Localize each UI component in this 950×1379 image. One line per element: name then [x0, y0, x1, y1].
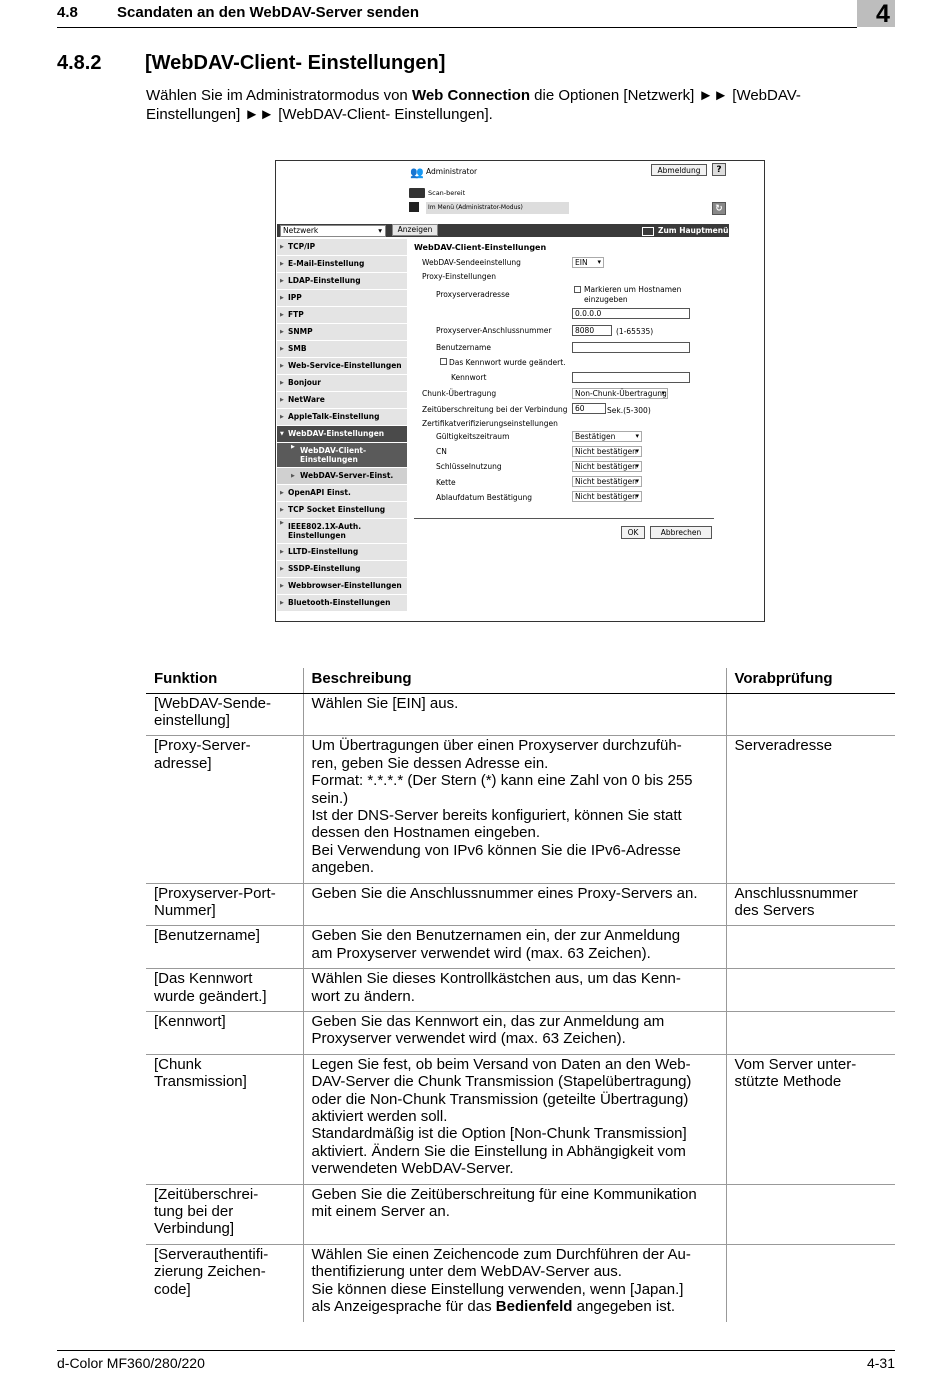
timeout-label: Zeitüberschreitung bei der Verbindung	[422, 405, 568, 414]
description-cell: Geben Sie die Anschlussnummer eines Proxy-Servers an.	[303, 883, 726, 926]
validity-label: Gültigkeitszeitraum	[436, 432, 510, 441]
cancel-button[interactable]: Abbrechen	[650, 526, 712, 539]
sidebar-item[interactable]: ▶ E-Mail-Einstellung	[277, 256, 407, 273]
sidebar-item[interactable]: ▶ OpenAPI Einst.	[277, 485, 407, 502]
chevron-down-icon: ▾	[378, 226, 382, 235]
function-cell: [Kennwort]	[146, 1012, 303, 1055]
column-header: Vorabprüfung	[726, 668, 895, 693]
web-connection-label: Web Connection	[411, 87, 531, 104]
table-row	[146, 926, 895, 969]
sidebar-item[interactable]: ▶ SMB	[277, 341, 407, 358]
sidebar-item[interactable]: ▶ Webbrowser-Einstellungen	[277, 578, 407, 595]
webdav-client-screenshot	[275, 160, 765, 622]
proxy-address-field[interactable]: 0.0.0.0	[572, 308, 690, 319]
precheck-cell	[726, 693, 895, 736]
sidebar-item[interactable]: ▶ SSDP-Einstellung	[277, 561, 407, 578]
precheck-cell	[726, 1244, 895, 1321]
printer-icon	[409, 188, 425, 198]
sidebar-item[interactable]: ▶ IPP	[277, 290, 407, 307]
section-number: 4.8.2	[57, 52, 102, 74]
function-cell: [Proxy-Server- adresse]	[146, 736, 303, 883]
sidebar-item[interactable]: ▶ WebDAV-Server-Einst.	[277, 468, 407, 485]
cert-settings-label: Zertifikatverifizierungseinstellungen	[422, 419, 558, 428]
menu-icon	[642, 227, 654, 236]
footer-model: d-Color MF360/280/220	[57, 1355, 205, 1371]
key-usage-label: Schlüsselnutzung	[436, 462, 502, 471]
description-cell: Wählen Sie [EIN] aus.	[303, 693, 726, 736]
header-rule	[57, 27, 857, 28]
function-cell: [WebDAV-Sende- einstellung]	[146, 693, 303, 736]
description-cell: Geben Sie die Zeitüberschreitung für eine Kommunikation mit einem Server an.	[303, 1184, 726, 1244]
sidebar-item[interactable]: ▶ Web-Service-Einstellungen	[277, 358, 407, 375]
expiry-label: Ablaufdatum Bestätigung	[436, 493, 532, 502]
description-cell: Wählen Sie einen Zeichencode zum Durchführen der Au- thentifizierung unter dem WebDAV-Server aus. Sie können diese Einstellung verwenden, wenn [Japan.] als Anzeigesprache für das Bedienfeld angegeben ist.	[303, 1244, 726, 1321]
proxy-settings-label: Proxy-Einstellungen	[422, 272, 496, 281]
sidebar-item[interactable]: ▶ LDAP-Einstellung	[277, 273, 407, 290]
sidebar-item[interactable]: ▶ Bluetooth-Einstellungen	[277, 595, 407, 612]
sidebar-item[interactable]: ▶ TCP Socket Einstellung	[277, 502, 407, 519]
timeout-field[interactable]: 60	[572, 403, 606, 414]
username-field[interactable]	[572, 342, 690, 353]
send-setting-select[interactable]: EIN ▾	[572, 257, 604, 268]
table-row	[146, 883, 895, 926]
chunk-select[interactable]: Non-Chunk-Übertragung ▾	[572, 388, 668, 399]
table-row	[146, 1184, 895, 1244]
function-cell: [Zeitüberschrei- tung bei der Verbindung]	[146, 1184, 303, 1244]
function-cell: [Serverauthentifi- zierung Zeichen- code]	[154, 1245, 269, 1298]
sidebar-item[interactable]: ▶ IEEE802.1X-Auth. Einstellungen	[277, 519, 407, 544]
sidebar-item[interactable]: ▶ TCP/IP	[277, 239, 407, 256]
chapter-number: 4	[876, 0, 890, 28]
proxy-port-label: Proxyserver-Anschlussnummer	[436, 326, 552, 335]
username-label: Benutzername	[436, 343, 491, 352]
key-usage-select[interactable]: Nicht bestätigen ▾	[572, 461, 642, 472]
table-header-row	[146, 668, 895, 693]
password-changed-checkbox[interactable]	[440, 358, 447, 365]
sidebar-item[interactable]: ▼ WebDAV-Einstellungen	[277, 426, 407, 443]
header-section-number: 4.8	[57, 4, 78, 21]
precheck-cell: Serveradresse	[726, 736, 895, 883]
proxy-port-range: (1-65535)	[616, 327, 654, 336]
admin-label: Administrator	[426, 167, 478, 176]
column-header: Funktion	[146, 668, 303, 693]
precheck-cell: Anschlussnummer des Servers	[726, 883, 895, 926]
sidebar-item[interactable]: ▶ WebDAV-Client- Einstellungen	[277, 443, 407, 468]
column-header: Beschreibung	[303, 668, 726, 693]
description-cell: Wählen Sie dieses Kontrollkästchen aus, um das Kenn- wort zu ändern.	[303, 969, 726, 1012]
sidebar-item[interactable]: ▶ Bonjour	[277, 375, 407, 392]
table-row	[146, 1012, 895, 1055]
ok-button[interactable]: OK	[621, 526, 645, 539]
status-scan-ready: Scan-bereit	[428, 189, 466, 197]
password-label: Kennwort	[451, 373, 487, 382]
chain-select[interactable]: Nicht bestätigen ▾	[572, 476, 642, 487]
chunk-label: Chunk-Übertragung	[422, 389, 497, 398]
precheck-cell	[726, 1012, 895, 1055]
send-setting-label: WebDAV-Sendeeinstellung	[422, 258, 521, 267]
description-cell: Geben Sie das Kennwort ein, das zur Anmeldung am Proxyserver verwendet wird (max. 63 Zeichen).	[303, 1012, 726, 1055]
validity-select[interactable]: Bestätigen ▾	[572, 431, 642, 442]
function-cell: [Benutzername]	[146, 926, 303, 969]
sidebar-item[interactable]: ▶ AppleTalk-Einstellung	[277, 409, 407, 426]
table-row	[146, 969, 895, 1012]
intro-text: Wählen Sie im Administratormodus von Web Connection die Optionen [Netzwerk] ►► [WebDAV-Einstellungen] ►► [WebDAV-Client- Einstellungen].	[146, 87, 801, 123]
footer-page-number: 4-31	[866, 1355, 895, 1371]
sidebar-item[interactable]: ▶ SNMP	[277, 324, 407, 341]
function-cell: [Das Kennwort wurde geändert.]	[146, 969, 303, 1012]
description-cell: Um Übertragungen über einen Proxyserver durchzufüh- ren, geben Sie dessen Adresse ein. Format: *.*.*.* (Der Stern (*) kann eine Zahl von 0 bis 255 sein.) Ist der DNS-Server bereits konfiguriert, können Sie statt dessen den Hostnamen eingeben. Bei Verwendung von IPv6 können Sie die IPv6-Adresse angeben.	[303, 736, 726, 883]
precheck-cell	[726, 1184, 895, 1244]
hostname-check-label: Markieren um Hostnamen einzugeben	[584, 285, 682, 304]
form-title: WebDAV-Client-Einstellungen	[414, 243, 547, 252]
nav-show-button[interactable]: Anzeigen	[392, 224, 438, 236]
chain-label: Kette	[436, 478, 456, 487]
password-changed-label: Das Kennwort wurde geändert.	[449, 358, 566, 367]
password-field[interactable]	[572, 372, 690, 383]
table-row	[146, 1244, 895, 1321]
sidebar	[277, 239, 407, 612]
table-row	[146, 736, 895, 883]
help-icon[interactable]: ?	[712, 163, 726, 176]
control-panel-label: Bedienfeld	[495, 1298, 573, 1316]
section-title: [WebDAV-Client- Einstellungen]	[145, 52, 446, 74]
sidebar-item[interactable]: ▶ FTP	[277, 307, 407, 324]
sidebar-item[interactable]: ▶ LLTD-Einstellung	[277, 544, 407, 561]
header-title: Scandaten an den WebDAV-Server senden	[117, 4, 420, 21]
nav-category-select[interactable]: Netzwerk ▾	[280, 225, 386, 237]
footer-rule	[57, 1350, 895, 1351]
refresh-icon[interactable]: ↻	[712, 202, 726, 215]
timeout-unit: Sek.(5-300)	[607, 406, 651, 415]
logout-button[interactable]: Abmeldung	[651, 164, 707, 176]
precheck-cell	[726, 969, 895, 1012]
function-cell: [Proxyserver-Port- Nummer]	[146, 883, 303, 926]
expiry-select[interactable]: Nicht bestätigen ▾	[572, 491, 642, 502]
cn-label: CN	[436, 447, 447, 456]
function-cell: [Chunk Transmission]	[146, 1054, 303, 1184]
admin-icon: 👥	[410, 166, 424, 179]
main-menu-link[interactable]: Zum Hauptmenü	[642, 224, 728, 237]
table-row	[146, 693, 895, 736]
proxy-port-field[interactable]: 8080	[572, 325, 612, 336]
proxy-address-label: Proxyserveradresse	[436, 290, 510, 299]
form-divider	[414, 518, 714, 519]
cn-select[interactable]: Nicht bestätigen ▾	[572, 446, 642, 457]
precheck-cell	[726, 926, 895, 969]
function-table	[146, 668, 895, 1322]
status-admin-mode: Im Menü (Administrator-Modus)	[428, 204, 523, 211]
table-row	[146, 1054, 895, 1184]
sidebar-item[interactable]: ▶ NetWare	[277, 392, 407, 409]
description-cell: Geben Sie den Benutzernamen ein, der zur Anmeldung am Proxyserver verwendet wird (max. 63 Zeichen).	[303, 926, 726, 969]
cube-icon	[409, 202, 419, 212]
description-cell: Legen Sie fest, ob beim Versand von Daten an den Web- DAV-Server die Chunk Transmission (Stapelübertragung) oder die Non-Chunk Transmission (geteilte Übertragung) aktiviert werden soll. Standardmäßig ist die Option [Non-Chunk Transmission] aktiviert. Ändern Sie die Einstellung in Abhängigkeit vom verwendeten WebDAV-Server.	[303, 1054, 726, 1184]
precheck-cell: Vom Server unter- stützte Methode	[726, 1054, 895, 1184]
